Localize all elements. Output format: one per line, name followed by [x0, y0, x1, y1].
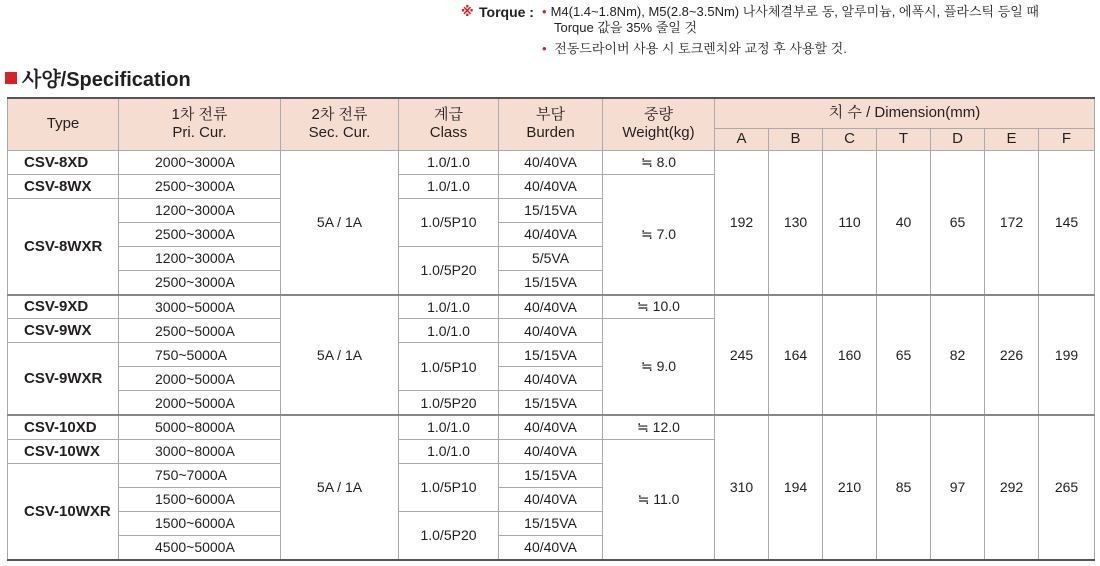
dim-f-cell: 145: [1039, 150, 1095, 295]
header-burden: 부담 Burden: [499, 98, 603, 150]
weight-cell: ≒ 9.0: [603, 319, 715, 415]
pri-cell: 1500~6000A: [119, 511, 281, 535]
note-mark-icon: ※: [461, 4, 474, 19]
type-cell: CSV-9XD: [8, 295, 119, 319]
type-cell: CSV-9WX: [8, 319, 119, 343]
class-cell: 1.0/5P10: [399, 343, 499, 391]
burden-cell: 40/40VA: [499, 367, 603, 391]
type-cell: CSV-8XD: [8, 150, 119, 174]
header-dim-a: A: [715, 128, 769, 150]
torque-line-2: 전동드라이버 사용 시 토크렌치와 교정 후 사용할 것.: [554, 41, 847, 56]
type-cell: CSV-10WXR: [8, 463, 119, 559]
class-cell: 1.0/1.0: [399, 174, 499, 198]
dim-e-cell: 172: [985, 150, 1039, 295]
pri-cell: 1500~6000A: [119, 487, 281, 511]
table-row: [8, 295, 1095, 319]
class-cell: 1.0/5P10: [399, 463, 499, 511]
dim-c-cell: 160: [823, 295, 877, 415]
burden-cell: 15/15VA: [499, 391, 603, 415]
pri-cell: 5000~8000A: [119, 415, 281, 439]
burden-cell: 40/40VA: [499, 222, 603, 246]
pri-cell: 2500~3000A: [119, 270, 281, 294]
burden-cell: 40/40VA: [499, 295, 603, 319]
torque-label: Torque :: [479, 4, 534, 20]
header-dimension: 치 수 / Dimension(mm): [715, 98, 1095, 128]
class-cell: 1.0/5P20: [399, 391, 499, 415]
dim-c-cell: 210: [823, 415, 877, 560]
dim-b-cell: 194: [769, 415, 823, 560]
header-pri: 1차 전류 Pri. Cur.: [119, 98, 281, 150]
torque-line-1-cont: Torque 값을 35% 줄일 것: [554, 20, 698, 35]
burden-cell: 15/15VA: [499, 343, 603, 367]
type-cell: CSV-10XD: [8, 415, 119, 439]
class-cell: 1.0/5P20: [399, 511, 499, 559]
section-heading: [5, 63, 191, 92]
type-cell: CSV-9WXR: [8, 343, 119, 415]
weight-cell: ≒ 12.0: [603, 415, 715, 439]
table-row: [8, 150, 1095, 174]
dim-d-cell: 65: [931, 150, 985, 295]
burden-cell: 5/5VA: [499, 246, 603, 270]
red-square-icon: [5, 72, 17, 84]
dim-b-cell: 130: [769, 150, 823, 295]
weight-cell: ≒ 7.0: [603, 174, 715, 294]
header-dim-d: D: [931, 128, 985, 150]
class-cell: 1.0/5P20: [399, 246, 499, 294]
sec-cell: 5A / 1A: [281, 150, 399, 295]
class-cell: 1.0/1.0: [399, 319, 499, 343]
weight-cell: ≒ 8.0: [603, 150, 715, 174]
burden-cell: 40/40VA: [499, 150, 603, 174]
burden-cell: 40/40VA: [499, 487, 603, 511]
pri-cell: 1200~3000A: [119, 198, 281, 222]
header-weight: 중량 Weight(kg): [603, 98, 715, 150]
specification-table: [7, 97, 1095, 561]
torque-line-1: M4(1.4~1.8Nm), M5(2.8~3.5Nm) 나사체결부로 동, 알루미늄, 에폭시, 플라스틱 등일 때: [550, 4, 1039, 19]
burden-cell: 15/15VA: [499, 511, 603, 535]
dim-d-cell: 82: [931, 295, 985, 415]
burden-cell: 40/40VA: [499, 536, 603, 560]
dim-c-cell: 110: [823, 150, 877, 295]
sec-cell: 5A / 1A: [281, 415, 399, 560]
class-cell: 1.0/1.0: [399, 439, 499, 463]
class-cell: 1.0/1.0: [399, 150, 499, 174]
type-cell: CSV-8WXR: [8, 198, 119, 294]
burden-cell: 15/15VA: [499, 198, 603, 222]
dim-e-cell: 292: [985, 415, 1039, 560]
pri-cell: 3000~8000A: [119, 439, 281, 463]
header-dim-f: F: [1039, 128, 1095, 150]
header-dim-b: B: [769, 128, 823, 150]
pri-cell: 2500~3000A: [119, 174, 281, 198]
dim-a-cell: 192: [715, 150, 769, 295]
dim-f-cell: 199: [1039, 295, 1095, 415]
bullet-icon: •: [542, 4, 547, 19]
dim-t-cell: 85: [877, 415, 931, 560]
pri-cell: 2500~3000A: [119, 222, 281, 246]
section-title: 사양/Specification: [22, 69, 191, 91]
dim-f-cell: 265: [1039, 415, 1095, 560]
burden-cell: 15/15VA: [499, 463, 603, 487]
dim-a-cell: 310: [715, 415, 769, 560]
header-sec: 2차 전류 Sec. Cur.: [281, 98, 399, 150]
dim-e-cell: 226: [985, 295, 1039, 415]
pri-cell: 4500~5000A: [119, 536, 281, 560]
pri-cell: 2000~5000A: [119, 391, 281, 415]
class-cell: 1.0/1.0: [399, 415, 499, 439]
sec-cell: 5A / 1A: [281, 295, 399, 415]
header-type: Type: [8, 98, 119, 150]
table-row: [8, 415, 1095, 439]
pri-cell: 2500~5000A: [119, 319, 281, 343]
type-cell: CSV-10WX: [8, 439, 119, 463]
dim-a-cell: 245: [715, 295, 769, 415]
header-dim-c: C: [823, 128, 877, 150]
pri-cell: 2000~5000A: [119, 367, 281, 391]
dim-d-cell: 97: [931, 415, 985, 560]
weight-cell: ≒ 11.0: [603, 439, 715, 559]
pri-cell: 750~7000A: [119, 463, 281, 487]
pri-cell: 3000~5000A: [119, 295, 281, 319]
burden-cell: 40/40VA: [499, 319, 603, 343]
class-cell: 1.0/1.0: [399, 295, 499, 319]
dim-b-cell: 164: [769, 295, 823, 415]
bullet-icon: •: [542, 41, 547, 56]
header-dim-e: E: [985, 128, 1039, 150]
burden-cell: 40/40VA: [499, 415, 603, 439]
pri-cell: 750~5000A: [119, 343, 281, 367]
type-cell: CSV-8WX: [8, 174, 119, 198]
burden-cell: 40/40VA: [499, 439, 603, 463]
header-class: 계급 Class: [399, 98, 499, 150]
pri-cell: 2000~3000A: [119, 150, 281, 174]
burden-cell: 40/40VA: [499, 174, 603, 198]
weight-cell: ≒ 10.0: [603, 295, 715, 319]
dim-t-cell: 40: [877, 150, 931, 295]
torque-note: [461, 4, 1039, 57]
burden-cell: 15/15VA: [499, 270, 603, 294]
dim-t-cell: 65: [877, 295, 931, 415]
header-dim-t: T: [877, 128, 931, 150]
class-cell: 1.0/5P10: [399, 198, 499, 246]
pri-cell: 1200~3000A: [119, 246, 281, 270]
